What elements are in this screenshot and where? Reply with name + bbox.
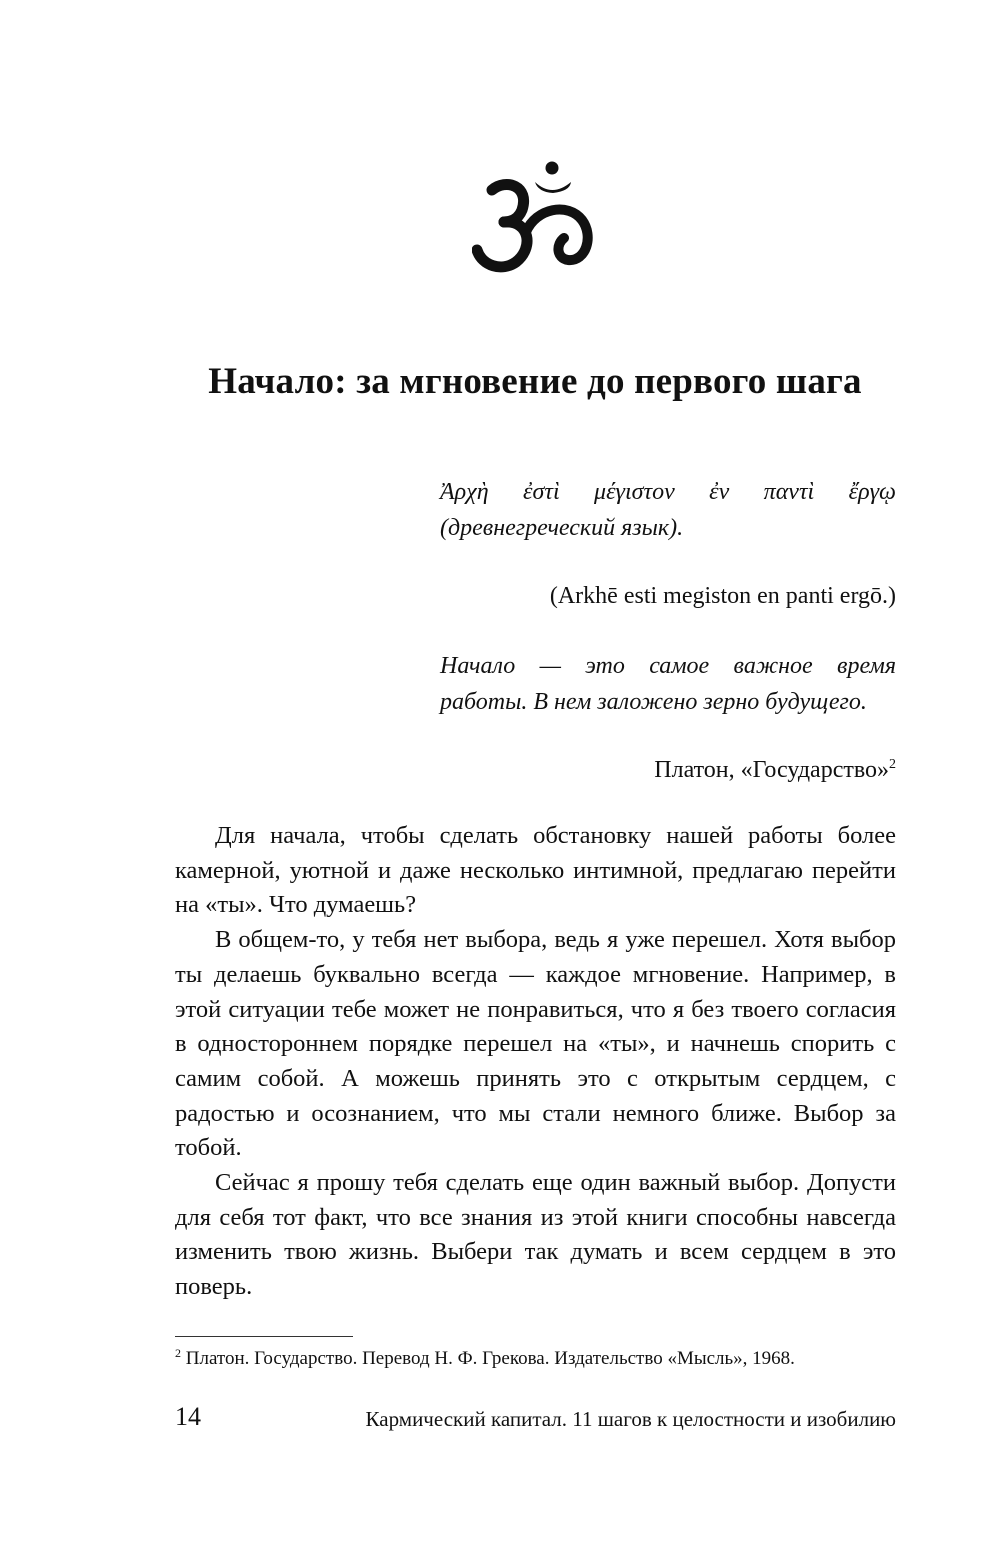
epigraph-greek: Ἀρχὴ ἐστὶ μέγιστον ἐν παντὶ ἔργῳ (древнегреческий язык). bbox=[440, 479, 896, 541]
epigraph-transliteration: (Arkhē esti megiston en panti ergō.) bbox=[549, 583, 896, 609]
page-number: 14 bbox=[175, 1402, 201, 1431]
footnote bbox=[175, 1346, 795, 1372]
body-text bbox=[175, 819, 896, 1305]
epigraph-source-text: Платон, «Государство» bbox=[654, 757, 889, 783]
footnote-divider bbox=[175, 1336, 353, 1337]
om-symbol-icon bbox=[472, 158, 596, 276]
epigraph-translation: Начало — это самое важное время работы. В нем заложено зерно будущего. bbox=[440, 653, 896, 715]
footnote-marker: 2 bbox=[175, 1346, 181, 1360]
footnote-text: Платон. Государство. Перевод Н. Ф. Грекова. Издательство «Мысль», 1968. bbox=[185, 1348, 795, 1369]
paragraph: Сейчас я прошу тебя сделать еще один важный выбор. Допусти для себя тот факт, что все знания из этой книги способны навсегда изменить твою жизнь. Выбери так думать и всем сердцем в это поверь. bbox=[175, 1169, 896, 1301]
epigraph-source bbox=[440, 752, 896, 788]
paragraph: В общем-то, у тебя нет выбора, ведь я уже перешел. Хотя выбор ты делаешь буквально всегда — каждое мгновение. Например, в этой ситуации тебе может не понравиться, что я без твоего согласия в одностороннем порядке перешел на «ты», и начнешь спорить с самим собой. А можешь принять это с открытым сердцем, с радостью и осознанием, что мы стали немного ближе. Выбор за тобой. bbox=[175, 926, 896, 1162]
footnote-reference[interactable]: 2 bbox=[889, 757, 896, 772]
paragraph: Для начала, чтобы сделать обстановку нашей работы более камерной, уютной и даже несколько интимной, предлагаю перейти на «ты». Что думаешь? bbox=[175, 822, 896, 919]
chapter-title: Начало: за мгновение до первого шага bbox=[208, 361, 862, 402]
running-footer-book-title: Кармический капитал. 11 шагов к целостности и изобилию bbox=[365, 1407, 896, 1431]
